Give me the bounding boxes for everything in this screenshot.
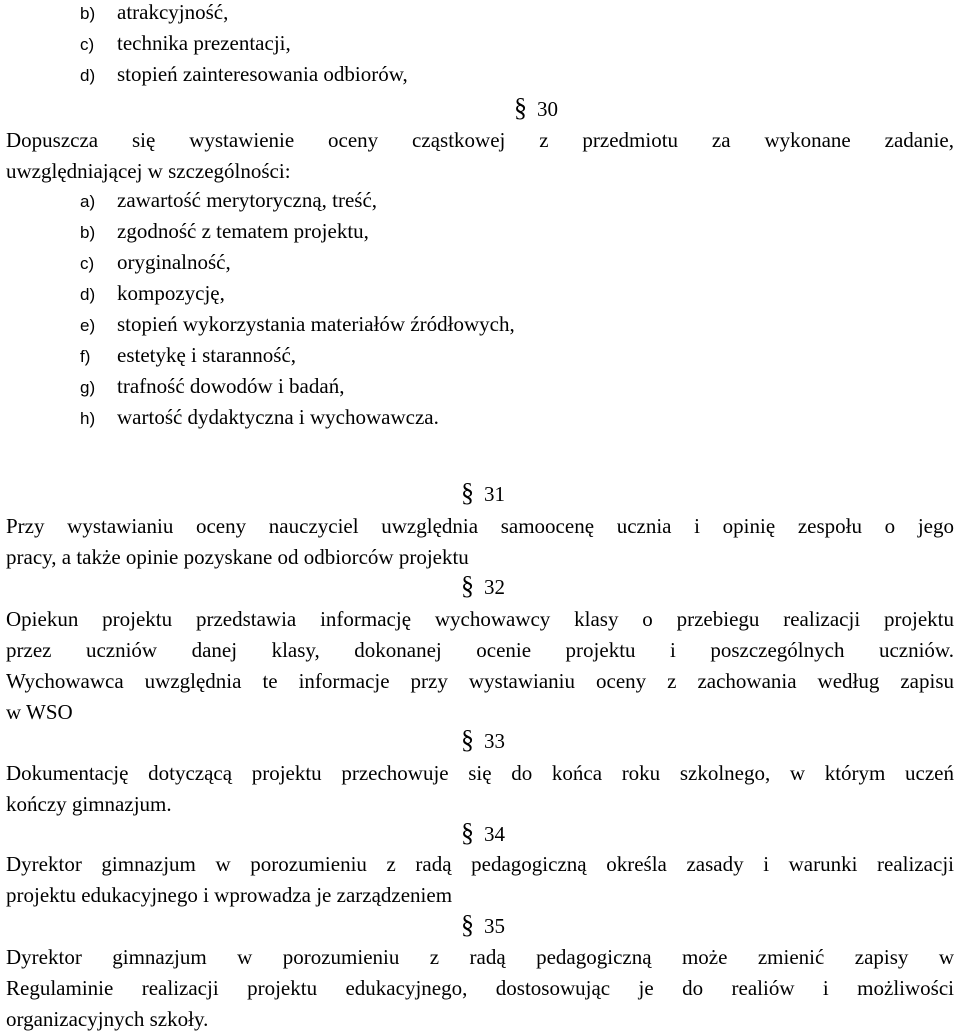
list-marker: g) <box>80 378 96 397</box>
paragraph-line: Dopuszcza się wystawienie oceny cząstkowej z przedmiotu za wykonane zadanie, <box>6 128 954 152</box>
list-text: atrakcyjność, <box>117 0 229 24</box>
list-marker: c) <box>80 35 95 54</box>
paragraph-30 <box>6 125 954 187</box>
paragraph-line: kończy gimnazjum. <box>6 792 172 816</box>
list-text: trafność dowodów i badań, <box>117 374 345 398</box>
list-text: zgodność z tematem projektu, <box>117 219 369 243</box>
list-item <box>80 281 225 306</box>
paragraph-line: Dokumentację dotyczącą projektu przechowuje się do końca roku szkolnego, w którym uczeń <box>6 761 954 785</box>
section-number: 32 <box>484 575 505 599</box>
paragraph-line: pracy, a także opinie pozyskane od odbiorców projektu <box>6 545 469 569</box>
list-item <box>80 405 439 430</box>
section-heading-34 <box>461 818 505 848</box>
paragraph-31 <box>6 511 954 573</box>
list-item <box>80 312 515 337</box>
paragraph-line: Dyrektor gimnazjum w porozumieniu z radą pedagogiczną może zmienić zapisy w <box>6 945 954 969</box>
paragraph-line: Wychowawca uwzględnia te informacje przy wystawianiu oceny z zachowania według zapisu <box>6 669 954 693</box>
section-heading-31 <box>461 478 505 508</box>
section-number: 34 <box>484 822 505 846</box>
list-marker: f) <box>80 347 91 366</box>
list-item <box>80 374 344 399</box>
section-sign: § <box>461 478 474 507</box>
list-item <box>80 0 228 25</box>
paragraph-32 <box>6 604 954 728</box>
list-marker: d) <box>80 66 96 85</box>
section-number: 35 <box>484 914 505 938</box>
section-number: 31 <box>484 482 505 506</box>
paragraph-line: projektu edukacyjnego i wprowadza je zarządzeniem <box>6 883 453 907</box>
list-text: stopień wykorzystania materiałów źródłowych, <box>117 312 515 336</box>
paragraph-line: organizacyjnych szkoły. <box>6 1007 209 1031</box>
section-sign: § <box>461 910 474 939</box>
list-marker: h) <box>80 409 96 428</box>
list-text: oryginalność, <box>117 250 231 274</box>
paragraph-line: w WSO <box>6 700 73 724</box>
list-marker: d) <box>80 285 96 304</box>
list-text: zawartość merytoryczną, treść, <box>117 188 378 212</box>
list-text: estetykę i staranność, <box>117 343 297 367</box>
section-heading-30 <box>514 93 558 123</box>
paragraph-line: Regulaminie realizacji projektu edukacyjnego, dostosowując je do realiów i możliwości <box>6 976 954 1000</box>
list-marker: b) <box>80 223 96 242</box>
list-text: wartość dydaktyczna i wychowawcza. <box>117 405 439 429</box>
list-item <box>80 250 231 275</box>
paragraph-34 <box>6 849 954 911</box>
list-marker: a) <box>80 192 96 211</box>
paragraph-line: Dyrektor gimnazjum w porozumieniu z radą pedagogiczną określa zasady i warunki realizacji <box>6 852 954 876</box>
list-item <box>80 188 377 213</box>
section-number: 30 <box>537 97 558 121</box>
section-heading-35 <box>461 910 505 940</box>
paragraph-35 <box>6 942 954 1035</box>
paragraph-line: Opiekun projektu przedstawia informację wychowawcy klasy o przebiegu realizacji projektu <box>6 607 954 631</box>
section-sign: § <box>461 571 474 600</box>
section-sign: § <box>461 725 474 754</box>
list-marker: b) <box>80 4 96 23</box>
paragraph-line: uwzględniającej w szczególności: <box>6 159 291 183</box>
list-item <box>80 62 408 87</box>
list-item <box>80 219 369 244</box>
list-text: technika prezentacji, <box>117 31 291 55</box>
paragraph-line: przez uczniów danej klasy, dokonanej ocenie projektu i poszczególnych uczniów. <box>6 638 954 662</box>
list-text: kompozycję, <box>117 281 225 305</box>
list-item <box>80 343 296 368</box>
list-text: stopień zainteresowania odbiorów, <box>117 62 408 86</box>
section-number: 33 <box>484 729 505 753</box>
list-marker: c) <box>80 254 95 273</box>
section-heading-33 <box>461 725 505 755</box>
list-item <box>80 31 291 56</box>
section-sign: § <box>514 93 527 122</box>
list-marker: e) <box>80 316 96 335</box>
section-sign: § <box>461 818 474 847</box>
section-heading-32 <box>461 571 505 601</box>
paragraph-line: Przy wystawianiu oceny nauczyciel uwzględnia samoocenę ucznia i opinię zespołu o jego <box>6 514 954 538</box>
paragraph-33 <box>6 758 954 820</box>
